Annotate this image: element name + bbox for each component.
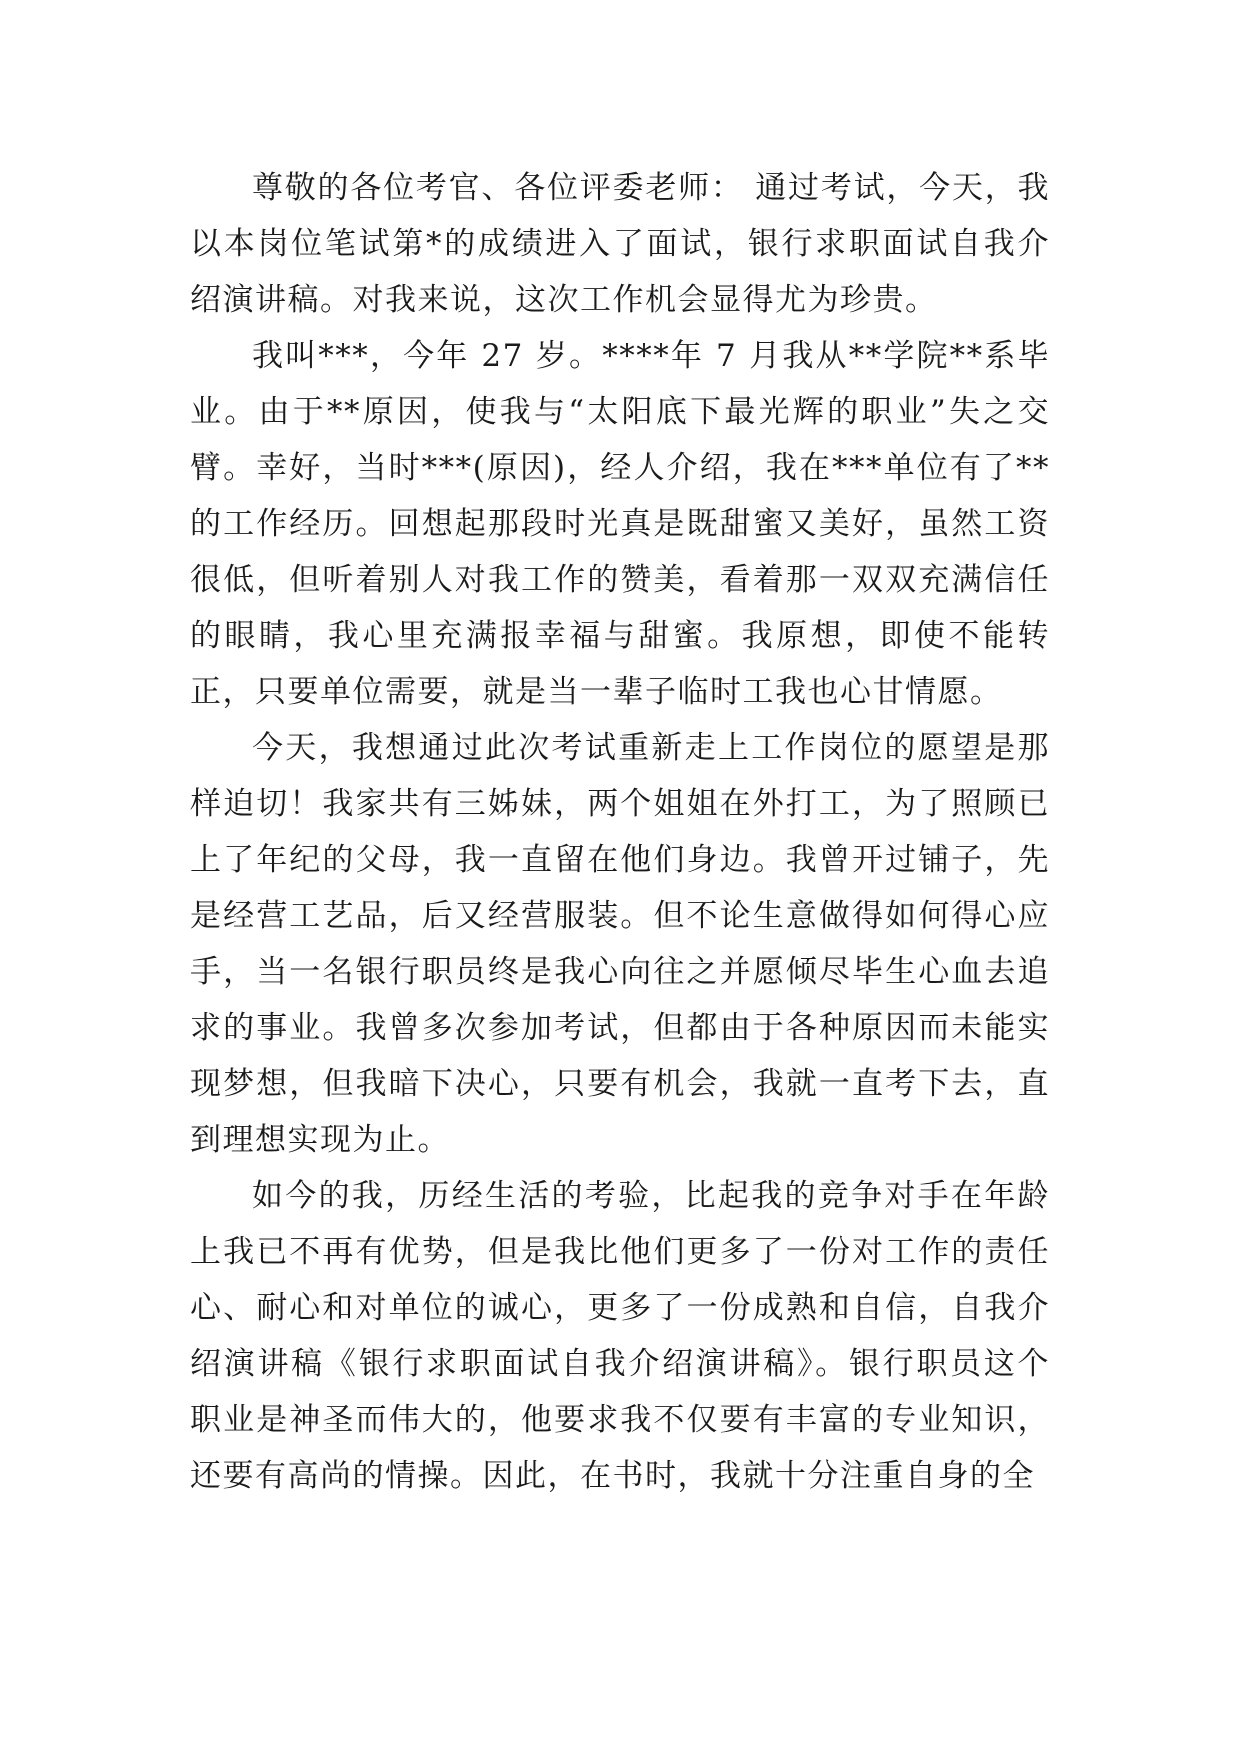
paragraph-background: 我叫***，今年 27 岁。****年 7 月我从**学院**系毕业。由于**原因，使我与“太阳底下最光辉的职业”失之交臂。幸好，当时***(原因)，经人介绍，我在***单位有了**的工作经历。回想起那段时光真是既甜蜜又美好，虽然工资很低，但听着别人对我工作的赞美，看着那一双双充满信任的眼睛，我心里充满报幸福与甜蜜。我原想，即使不能转正，只要单位需要，就是当一辈子临时工我也心甘情愿。 [190, 338, 1050, 710]
document-body [190, 160, 1050, 1504]
paragraph-motivation: 今天，我想通过此次考试重新走上工作岗位的愿望是那样迫切！我家共有三姊妹，两个姐姐在外打工，为了照顾已上了年纪的父母，我一直留在他们身边。我曾开过铺子，先是经营工艺品，后又经营服装。但不论生意做得如何得心应手，当一名银行职员终是我心向往之并愿倾尽毕生心血去追求的事业。我曾多次参加考试，但都由于各种原因而未能实现梦想，但我暗下决心，只要有机会，我就一直考下去，直到理想实现为止。 [190, 730, 1050, 1158]
paragraph-greeting: 尊敬的各位考官、各位评委老师： 通过考试，今天，我以本岗位笔试第*的成绩进入了面试，银行求职面试自我介绍演讲稿。对我来说，这次工作机会显得尤为珍贵。 [190, 170, 1050, 318]
paragraph-qualities: 如今的我，历经生活的考验，比起我的竞争对手在年龄上我已不再有优势，但是我比他们更多了一份对工作的责任心、耐心和对单位的诚心，更多了一份成熟和自信，自我介绍演讲稿《银行求职面试自我介绍演讲稿》。银行职员这个职业是神圣而伟大的，他要求我不仅要有丰富的专业知识，还要有高尚的情操。因此，在书时，我就十分注重自身的全 [190, 1178, 1050, 1494]
